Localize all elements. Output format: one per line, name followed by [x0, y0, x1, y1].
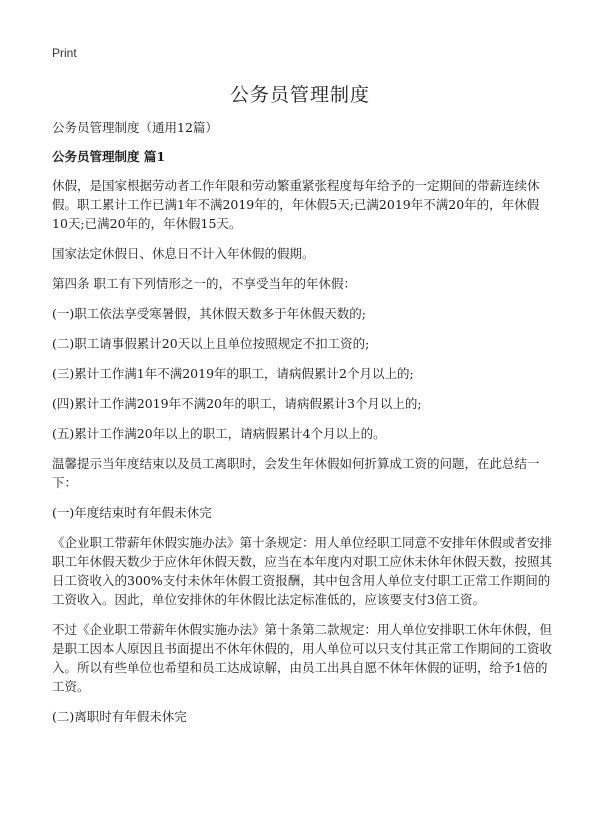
document-subtitle: 公务员管理制度（通用12篇） — [52, 120, 218, 135]
paragraph: 休假，是国家根据劳动者工作年限和劳动繁重紧张程度每年给予的一定期间的带薪连续休假。职工累计工作已满1年不满2019年的，年休假5天;已满2019年不满20年的，年休假10天;已满20年的，年休假15天。 — [52, 178, 540, 231]
list-item: (三)累计工作满1年不满2019年的职工，请病假累计2个月以上的; — [52, 366, 414, 381]
paragraph: 不过《企业职工带薪年休假实施办法》第十条第二款规定：用人单位安排职工休年休假，但是职工因本人原因且书面提出不休年休假的，用人单位可以只支付其正常工作期间的工资收入。所以有些单位也希望和员工达成谅解，由员工出具自愿不休年休假的证明，给予1倍的工资。 — [52, 622, 553, 694]
document-title: 公务员管理制度 — [229, 84, 370, 106]
list-item: (四)累计工作满2019年不满20年的职工，请病假累计3个月以上的; — [52, 396, 422, 411]
paragraph: 国家法定休假日、休息日不计入年休假的假期。 — [52, 246, 315, 261]
list-item: (一)职工依法享受寒暑假，其休假天数多于年休假天数的; — [52, 306, 366, 321]
list-item: (五)累计工作满20年以上的职工，请病假累计4个月以上的。 — [52, 426, 386, 441]
print-link[interactable]: Print — [52, 46, 77, 60]
document-body — [52, 118, 552, 737]
paragraph: 温馨提示当年度结束以及员工离职时，会发生年休假如何折算成工资的问题，在此总结一下： — [52, 456, 540, 490]
subheading: (一)年度结束时有年假未休完 — [52, 505, 212, 520]
paragraph: 第四条 职工有下列情形之一的，不享受当年的年休假： — [52, 276, 356, 291]
paragraph: 《企业职工带薪年休假实施办法》第十条规定：用人单位经职工同意不安排年休假或者安排职工年休假天数少于应休年休假天数，应当在本年度内对职工应休未休年休假天数，按照其日工资收入的300%支付未休年休假工资报酬，其中包含用人单位支付职工正常工作期间的工资收入。因此，单位安排休的年休假比法定标准低的，应该要支付3倍工资。 — [52, 535, 553, 607]
section-heading: 公务员管理制度 篇1 — [52, 149, 166, 164]
list-item: (二)职工请事假累计20天以上且单位按照规定不扣工资的; — [52, 336, 370, 351]
subheading: (二)离职时有年假未休完 — [52, 709, 187, 724]
